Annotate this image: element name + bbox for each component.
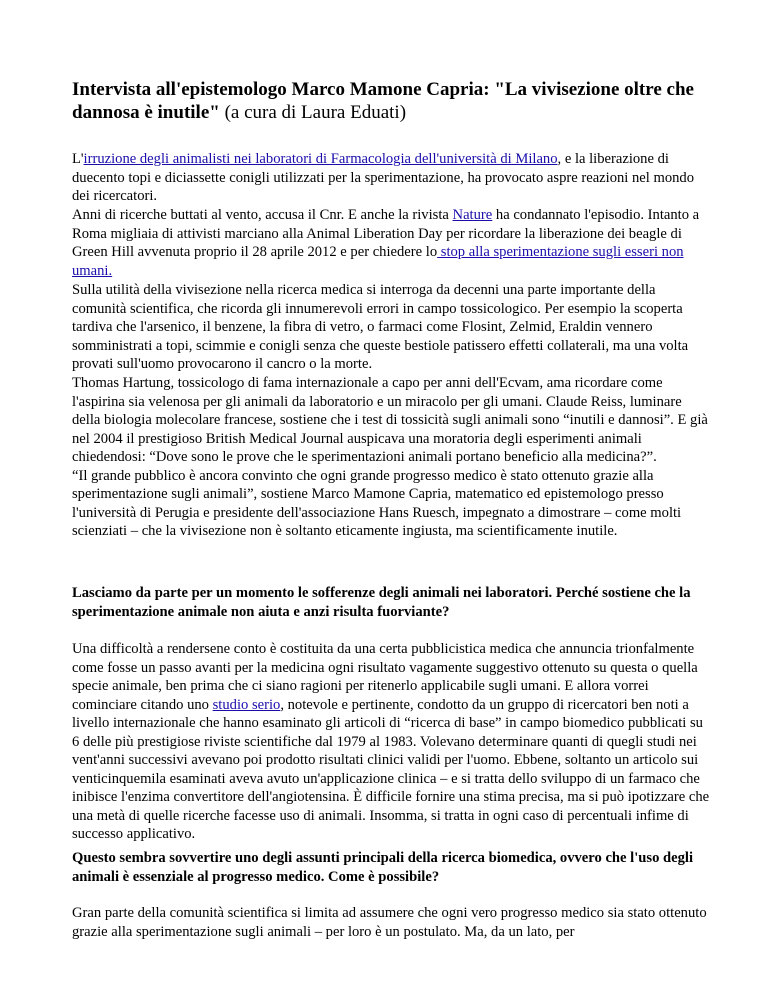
link-studio-serio[interactable]: studio serio bbox=[212, 696, 281, 713]
p4b-text: “Il grande pubblico è ancora convinto che ogni grande progresso medico è stato ottenuto grazie alla sperimentazione sugli animali”, sostiene Marco Mamone Capria, matematico ed epistemologo presso l'università di Perugia e presidente dell'associazione Hans Ruesch, impegnato a dimostrare – come molti scienziati – che la vivisezione non è soltanto eticamente ingiusta, ma scientificamente inutile. bbox=[72, 467, 682, 539]
link-stop-sperimentazione[interactable]: stop alla sperimentazione sugli esseri non umani. bbox=[72, 244, 684, 279]
p2-pre: Anni di ricerche buttati al vento, accusa il Cnr. E anche la rivista bbox=[72, 207, 453, 223]
paragraph-reactions bbox=[72, 206, 712, 280]
p1-post: , e la liberazione di duecento topi e diciassette conigli utilizzati per la sperimentazione, ha provocato aspre reazioni nel mondo dei ricercatori. bbox=[72, 151, 695, 204]
a1-post: , notevole e pertinente, condotto da un gruppo di ricercatori ben noti a livello internazionale che hanno esaminato gli articoli di “ricerca di base” in campo biomedico pubblicati su 6 delle più prestigiose riviste scientifiche dal 1979 al 1983. Volevano determinare quanti di quegli studi nei vent'anni successivi avevano poi prodotto risultati clinici validi per l'uomo. Ebbene, soltanto un articolo sui venticinquemila esaminati aveva avuto un'applicazione clinica – e si tratta dello sviluppo di un farmaco che inibisce l'enzima convertitore dell'angiotensina. È difficile fornire una stima precisa, ma si può ipotizzare che una metà di quelle ricerche facesse uso di animali. Insomma, si tratta in ogni caso di percentuali infime di successo applicativo. bbox=[72, 696, 710, 842]
paragraph-hartung bbox=[72, 374, 712, 541]
title-byline: (a cura di Laura Eduati) bbox=[219, 102, 407, 123]
q2-text: Questo sembra sovvertire uno degli assunti principali della ricerca biomedica, ovvero che l'uso degli animali è essenziale al progresso medico. Come è possibile? bbox=[72, 850, 694, 885]
title-main: Intervista all'epistemologo Marco Mamone Capria: "La vivisezione oltre che dannosa è inutile" bbox=[72, 79, 694, 123]
question-1 bbox=[72, 584, 712, 621]
p2-mid: ha condannato l'episodio. Intanto a Roma migliaia di attivisti marciano alla Animal Liberation Day per ricordare la liberazione dei beagle di Green Hill avvenuta proprio il 28 aprile 2012 e per chiedere lo bbox=[72, 207, 700, 260]
p4a-text: Thomas Hartung, tossicologo di fama internazionale a capo per anni dell'Ecvam, ama ricordare come l'aspirina sia velenosa per gli animali da laboratorio e un miracolo per gli umani. Claude Reiss, luminare della biologia molecolare francese, sostiene che i test di tossicità sugli animali sono “inutili e dannosi”. E già nel 2004 il prestigioso British Medical Journal auspicava una moratoria degli esperimenti animali chiedendosi: “Dove sono le prove che le sperimentazioni animali portano beneficio alla medicina?”. bbox=[72, 375, 708, 465]
answer-2 bbox=[72, 904, 712, 941]
answer-1 bbox=[72, 640, 712, 844]
paragraph-intro bbox=[72, 150, 712, 206]
q1-text: Lasciamo da parte per un momento le sofferenze degli animali nei laboratori. Perché sostiene che la sperimentazione animale non aiuta e anzi risulta fuorviante? bbox=[72, 585, 691, 620]
p3-text: Sulla utilità della vivisezione nella ricerca medica si interroga da decenni una parte importante della comunità scientifica, che ricorda gli innumerevoli errori in campo tossicologico. Per esempio la scoperta tardiva che l'arsenico, il benzene, la fibra di vetro, o farmaci come Flosint, Zelmid, Eraldin vennero somministrati a topi, scimmie e conigli senza che queste bestiole patissero effetti collaterali, ma una volta provati sull'uomo provocarono il cancro o la morte. bbox=[72, 282, 689, 372]
paragraph-toxicology bbox=[72, 281, 712, 374]
a2-text: Gran parte della comunità scientifica si limita ad assumere che ogni vero progresso medico sia stato ottenuto grazie alla sperimentazione sugli animali – per loro è un postulato. Ma, da un lato, per bbox=[72, 905, 707, 940]
article-title bbox=[72, 78, 712, 124]
link-irruzione[interactable]: irruzione degli animalisti nei laboratori di Farmacologia dell'università di Milano bbox=[83, 151, 558, 167]
p1-pre: L' bbox=[72, 151, 84, 167]
a1-pre: Una difficoltà a rendersene conto è costituita da una certa pubblicistica medica che annuncia trionfalmente come fosse un passo avanti per la medicina ogni risultato vagamente suggestivo ottenuto su questa o quella specie animale, ben prima che ci siano ragioni per ritenerlo applicabile sugli umani. E allora vorrei cominciare citando uno bbox=[72, 641, 698, 713]
question-2 bbox=[72, 849, 712, 886]
link-nature[interactable]: Nature bbox=[452, 207, 493, 223]
